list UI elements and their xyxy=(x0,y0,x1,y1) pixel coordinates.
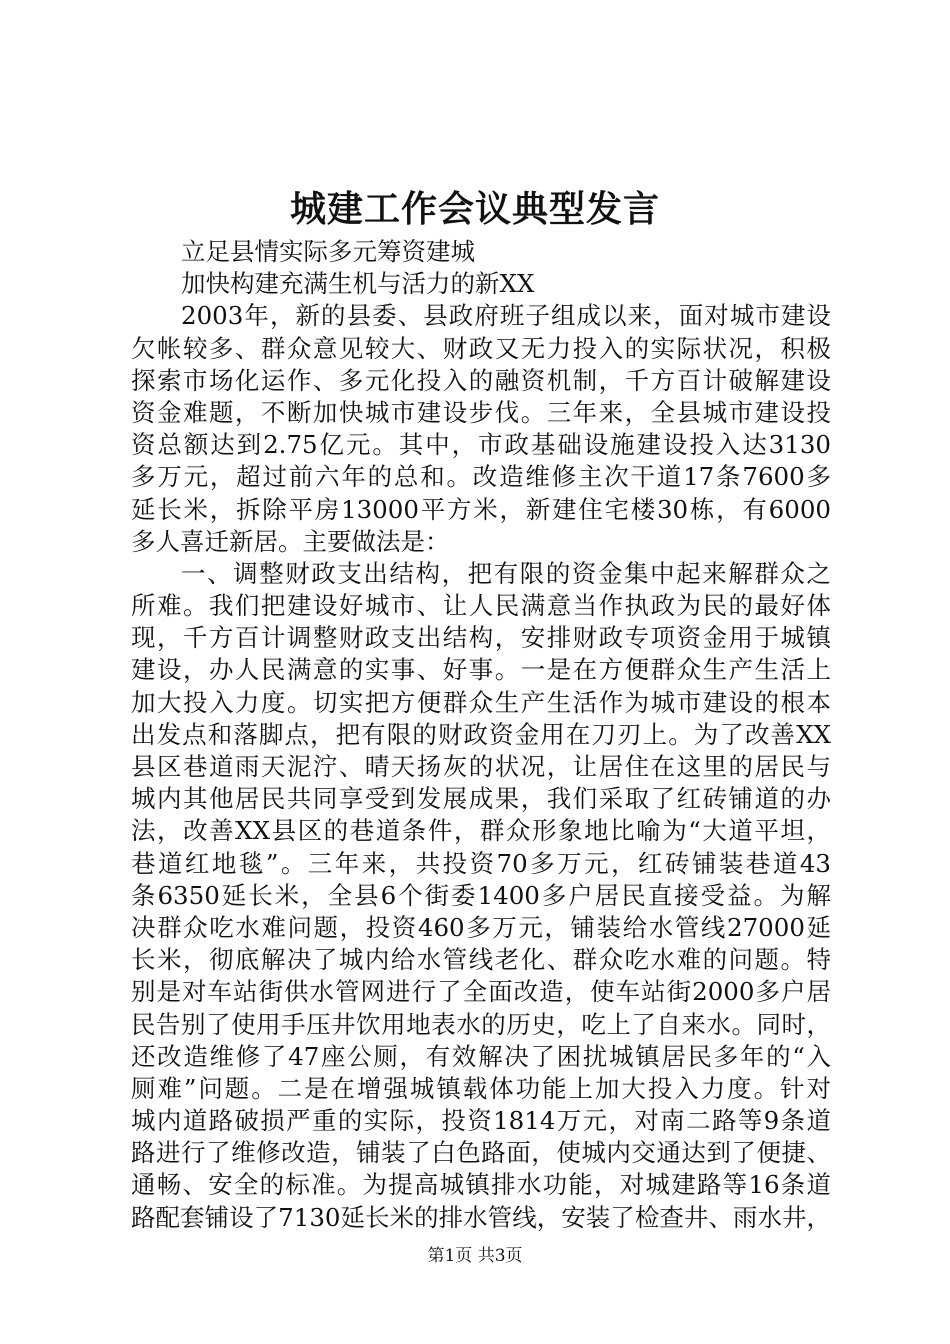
paragraph-line: 决群众吃水难问题，投资460多万元，铺装给水管线27000延 xyxy=(131,912,831,942)
paragraph-line: 还改造维修了47座公厕，有效解决了困扰城镇居民多年的“入 xyxy=(131,1041,831,1071)
paragraph-line: 欠帐较多、群众意见较大、财政又无力投入的实际状况，积极 xyxy=(131,333,831,363)
paragraph-line: 多万元，超过前六年的总和。改造维修主次干道17条7600多 xyxy=(131,462,831,492)
paragraph-line: 多人喜迁新居。主要做法是： xyxy=(131,526,450,556)
paragraph-line: 条6350延长米，全县6个街委1400多户居民直接受益。为解 xyxy=(131,880,831,910)
paragraph-line: 通畅、安全的标准。为提高城镇排水功能，对城建路等16条道 xyxy=(131,1170,831,1200)
paragraph-line: 出发点和落脚点，把有限的财政资金用在刀刃上。为了改善XX xyxy=(131,719,831,749)
paragraph-line: 探索市场化运作、多元化投入的融资机制，千方百计破解建设 xyxy=(131,365,831,395)
paragraph-line: 资金难题，不断加快城市建设步伐。三年来，全县城市建设投 xyxy=(131,397,831,427)
paragraph-line: 现，千方百计调整财政支出结构，安排财政专项资金用于城镇 xyxy=(131,623,831,653)
paragraph-line: 资总额达到2.75亿元。其中，市政基础设施建设投入达3130 xyxy=(131,430,831,460)
paragraph-line: 路进行了维修改造，铺装了白色路面，使城内交通达到了便捷、 xyxy=(131,1138,831,1168)
paragraph-line: 城内道路破损严重的实际，投资1814万元，对南二路等9条道 xyxy=(131,1106,831,1136)
paragraph-line: 建设，办人民满意的实事、好事。一是在方便群众生产生活上 xyxy=(131,655,831,685)
paragraph-line: 路配套铺设了7130延长米的排水管线，安装了检查井、雨水井， xyxy=(131,1202,831,1232)
subtitle-line: 立足县情实际多元筹资建城 xyxy=(181,237,475,266)
paragraph-line: 法，改善XX县区的巷道条件，群众形象地比喻为“大道平坦， xyxy=(131,816,831,846)
paragraph-line: 城内其他居民共同享受到发展成果，我们采取了红砖铺道的办 xyxy=(131,784,831,814)
paragraph-line: 延长米，拆除平房13000平方米，新建住宅楼30栋，有6000 xyxy=(131,494,831,524)
paragraph-line: 所难。我们把建设好城市、让人民满意当作执政为民的最好体 xyxy=(131,591,831,621)
paragraph-line: 2003年，新的县委、县政府班子组成以来，面对城市建设 xyxy=(181,301,831,331)
paragraph-line: 一、调整财政支出结构，把有限的资金集中起来解群众之 xyxy=(181,558,831,588)
paragraph-line: 别是对车站街供水管网进行了全面改造，使车站街2000多户居 xyxy=(131,977,831,1007)
paragraph-line: 加大投入力度。切实把方便群众生产生活作为城市建设的根本 xyxy=(131,687,831,717)
paragraph-line: 巷道红地毯”。三年来，共投资70多万元，红砖铺装巷道43 xyxy=(131,848,831,878)
paragraph-line: 厕难”问题。二是在增强城镇载体功能上加大投入力度。针对 xyxy=(131,1073,831,1103)
paragraph-line: 民告别了使用手压井饮用地表水的历史，吃上了自来水。同时， xyxy=(131,1009,831,1039)
document-body xyxy=(131,236,831,1234)
paragraph-line: 县区巷道雨天泥泞、晴天扬灰的状况，让居住在这里的居民与 xyxy=(131,752,831,781)
subtitle-line: 加快构建充满生机与活力的新XX xyxy=(181,269,535,299)
page-footer: 第1页 共3页 xyxy=(427,1246,523,1266)
paragraph-line: 长米，彻底解决了城内给水管线老化、群众吃水难的问题。特 xyxy=(131,945,831,975)
document-title: 城建工作会议典型发言 xyxy=(289,188,660,230)
